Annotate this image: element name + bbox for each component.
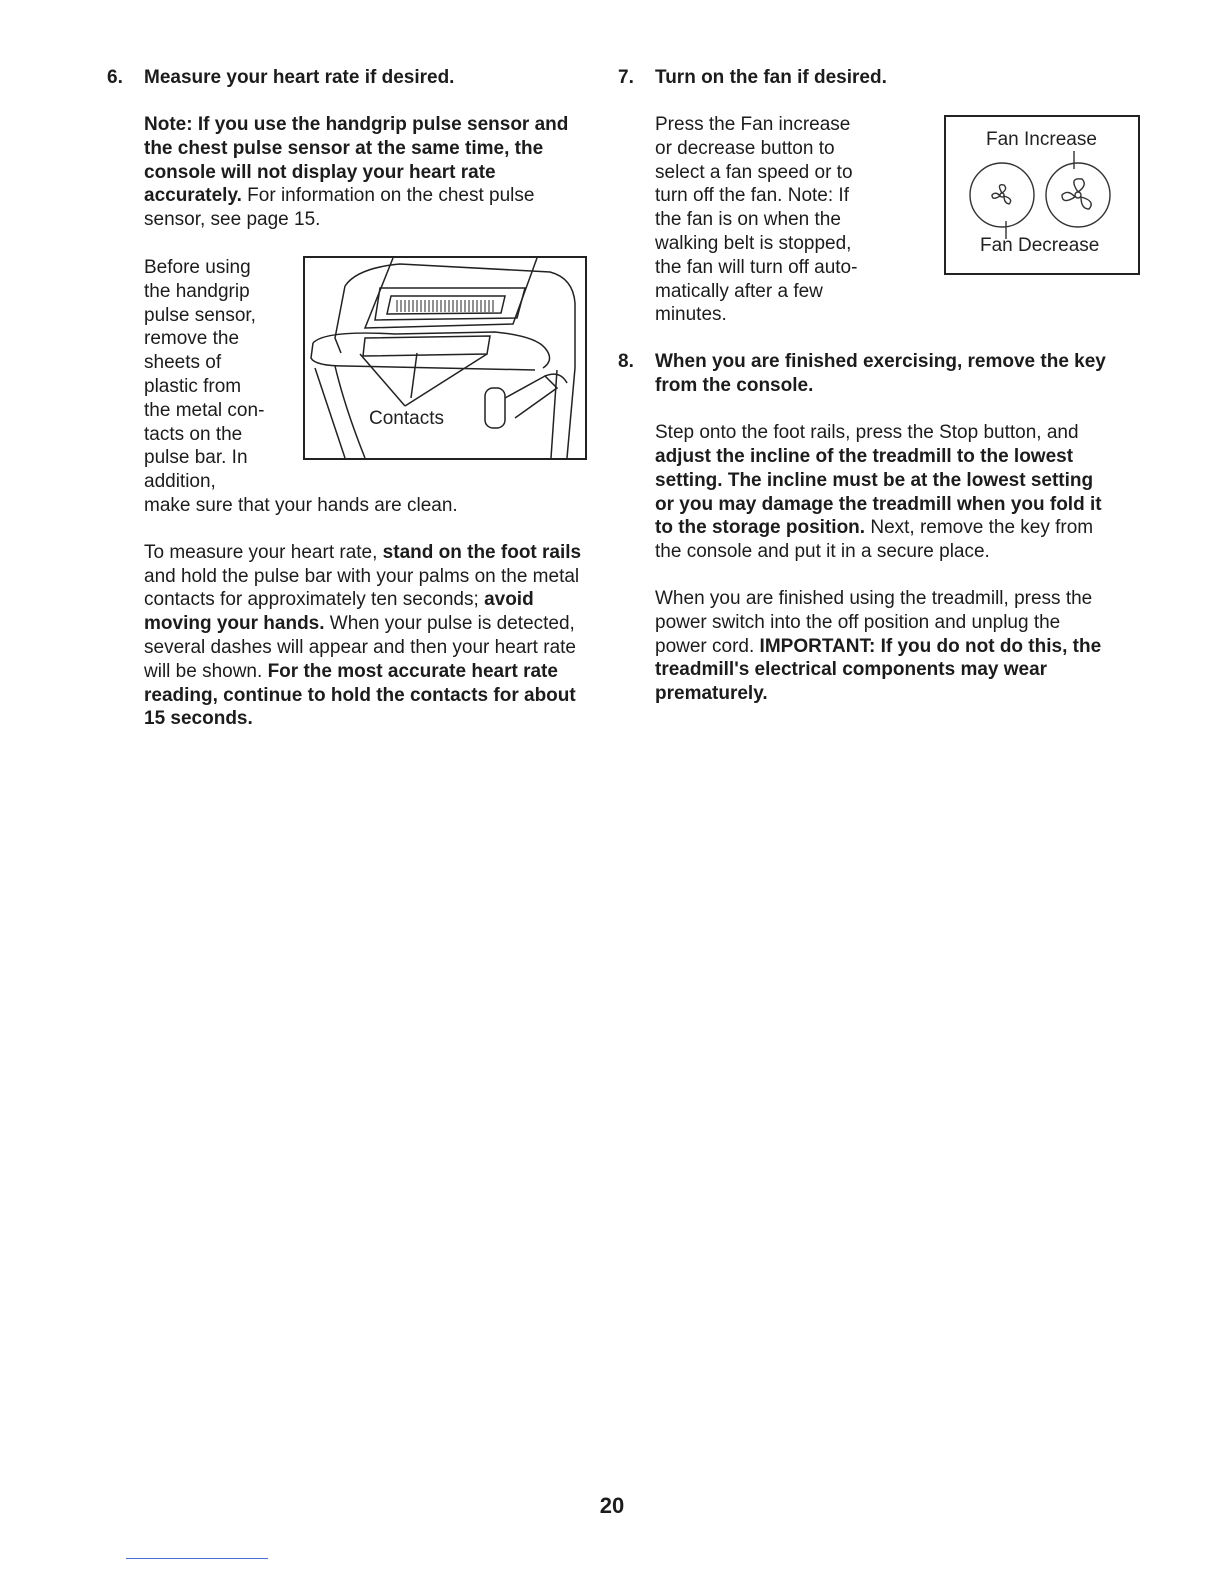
fan-line: Press the Fan increase	[655, 114, 851, 135]
fan-large-icon	[1062, 179, 1091, 209]
fan-line: matically after a few	[655, 280, 823, 302]
note-bold: Note: If you use the handgrip pulse sensor and the chest pulse sensor at the same time, the console will not display your heart rate accurately.	[144, 114, 569, 207]
page-number: 20	[599, 1493, 625, 1518]
before-line: pulse bar. In	[144, 447, 248, 469]
step-7-title: Turn on the fan if desired.	[655, 67, 887, 88]
contacts-section	[144, 256, 597, 518]
measure-bold: For the most accurate heart rate reading, continue to hold the contacts for about 15 seconds.	[144, 660, 576, 730]
power-paragraph	[655, 587, 1113, 706]
fan-line: or decrease button to	[655, 137, 835, 159]
fan-line: minutes.	[655, 304, 727, 326]
note-paragraph	[144, 113, 597, 232]
fan-line: the fan will turn off auto-	[655, 256, 858, 278]
right-column	[618, 66, 1113, 706]
contacts-label: Contacts	[369, 407, 444, 429]
measure-bold: avoid moving your hands.	[144, 589, 534, 635]
measure-paragraph	[144, 541, 597, 731]
fan-decrease-label: Fan Decrease	[980, 235, 1100, 256]
measure-text: To measure your heart rate,	[144, 541, 383, 563]
step-7-number: 7.	[618, 67, 634, 88]
finish-bold: adjust the incline of the treadmill to the lowest setting. The incline must be at the lowest setting or you may damage the treadmill when you fold it to the storage position.	[655, 445, 1102, 539]
fan-buttons-figure	[944, 115, 1140, 275]
fan-increase-button	[1046, 163, 1110, 227]
measure-bold: stand on the foot rails	[382, 541, 582, 563]
fan-line: the fan is on when the	[655, 209, 841, 231]
treadmill-console-drawing	[305, 258, 585, 458]
measure-text: and hold the pulse bar with your palms on the metal contacts for approximately ten seconds;	[144, 565, 580, 611]
fan-section	[655, 113, 1113, 327]
step-7-heading	[618, 66, 1113, 90]
contacts-figure	[303, 256, 587, 460]
bottom-rule	[126, 1558, 268, 1559]
fan-line: select a fan speed or to	[655, 161, 853, 183]
fan-line: turn off the fan. Note: If	[655, 185, 849, 207]
before-tail: make sure that your hands are clean.	[144, 494, 458, 516]
before-line: the handgrip	[144, 280, 250, 302]
step-8-number: 8.	[618, 351, 634, 373]
finish-paragraph	[655, 421, 1113, 564]
before-line: sheets of	[144, 352, 222, 374]
measure-text: When your pulse is detected, several dashes will appear and then your heart rate will be shown.	[144, 613, 576, 682]
power-text: When you are finished using the treadmill, press the power switch into the off position and unplug the power cord.	[655, 587, 1093, 657]
fan-decrease-button	[970, 163, 1034, 227]
note-normal: For information on the chest pulse sensor, see page 15.	[144, 185, 535, 231]
fan-small-icon	[992, 185, 1011, 204]
before-line: plastic from	[144, 375, 242, 397]
step-6-title: Measure your heart rate if desired.	[144, 67, 455, 88]
before-line: Before using	[144, 256, 251, 278]
before-line: tacts on the	[144, 423, 243, 445]
power-bold: IMPORTANT: If you do not do this, the treadmill's electrical components may wear prematurely.	[655, 635, 1102, 705]
finish-text: Step onto the foot rails, press the Stop button, and	[655, 422, 1079, 444]
before-line: the metal con-	[144, 399, 265, 421]
before-line: addition,	[144, 471, 216, 493]
step-8-heading	[618, 350, 1113, 398]
left-column	[107, 66, 597, 731]
before-line: remove the	[144, 328, 240, 350]
fan-line: walking belt is stopped,	[655, 232, 852, 254]
step-6-number: 6.	[107, 67, 123, 88]
step-6-heading	[107, 66, 597, 90]
before-line: pulse sensor,	[144, 304, 256, 326]
finish-text: Next, remove the key from the console and put it in a secure place.	[655, 517, 1094, 563]
fan-increase-label: Fan Increase	[986, 129, 1097, 150]
step-8-title: When you are finished exercising, remove the key from the console.	[655, 351, 1106, 397]
